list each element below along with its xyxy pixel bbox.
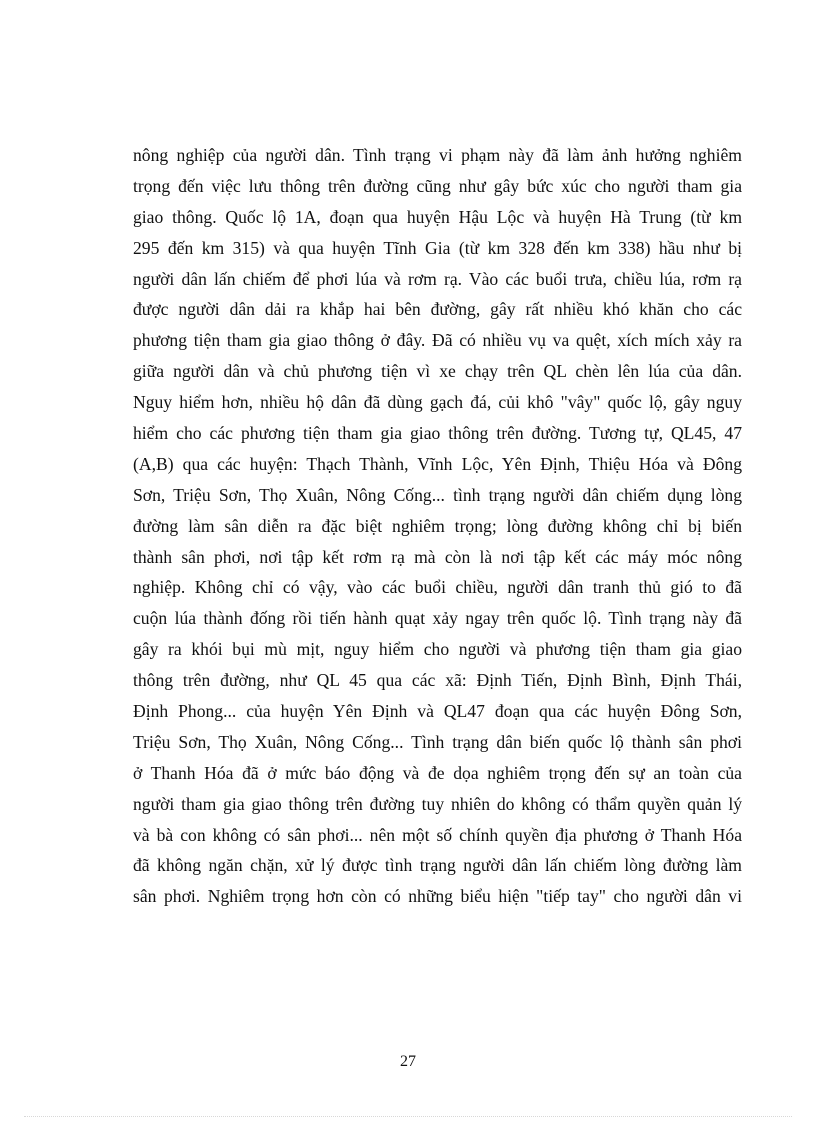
- text-line: phương tiện tham gia giao thông ở đây. Đã có nhiều vụ va quệt, xích mích xảy ra: [133, 330, 742, 351]
- text-line: thành sân phơi, nơi tập kết rơm rạ mà còn là nơi tập kết các máy móc nông: [133, 546, 742, 567]
- text-line: đường làm sân diễn ra đặc biệt nghiêm trọng; lòng đường không chỉ bị biến: [133, 515, 742, 536]
- text-line: 295 đến km 315) và qua huyện Tĩnh Gia (từ km 328 đến km 338) hầu như bị: [133, 237, 742, 258]
- text-line: và bà con không có sân phơi... nên một số chính quyền địa phương ở Thanh Hóa: [133, 824, 742, 845]
- page-bottom-rule: [24, 1116, 792, 1117]
- text-line: (A,B) qua các huyện: Thạch Thành, Vĩnh Lộc, Yên Định, Thiệu Hóa và Đông: [133, 453, 742, 474]
- page-number: 27: [400, 1053, 416, 1070]
- text-line: gây ra khói bụi mù mịt, nguy hiểm cho người và phương tiện tham gia giao: [133, 639, 742, 660]
- text-line: Sơn, Triệu Sơn, Thọ Xuân, Nông Cống... tình trạng người dân chiếm dụng lòng: [133, 484, 742, 505]
- text-line: sân phơi. Nghiêm trọng hơn còn có những biểu hiện "tiếp tay" cho người dân vi: [133, 886, 742, 907]
- text-line: nghiệp. Không chỉ có vậy, vào các buổi chiều, người dân tranh thủ gió to đã: [133, 577, 742, 598]
- text-line: hiểm cho các phương tiện tham gia giao thông trên đường. Tương tự, QL45, 47: [133, 423, 742, 444]
- body-paragraph: [133, 140, 742, 912]
- text-line: người tham gia giao thông trên đường tuy nhiên do không có thẩm quyền quản lý: [133, 793, 742, 814]
- text-line: người dân lấn chiếm để phơi lúa và rơm rạ. Vào các buổi trưa, chiều lúa, rơm rạ: [133, 268, 742, 289]
- text-line: Định Phong... của huyện Yên Định và QL47 đoạn qua các huyện Đông Sơn,: [133, 701, 742, 722]
- text-line: cuộn lúa thành đống rồi tiến hành quạt xảy ngay trên quốc lộ. Tình trạng này đã: [133, 608, 742, 629]
- text-line: giao thông. Quốc lộ 1A, đoạn qua huyện Hậu Lộc và huyện Hà Trung (từ km: [133, 206, 742, 227]
- text-line: được người dân dải ra khắp hai bên đường, gây rất nhiều khó khăn cho các: [133, 299, 742, 320]
- text-line: trọng đến việc lưu thông trên đường cũng như gây bức xúc cho người tham gia: [133, 175, 742, 196]
- text-line: thông trên đường, như QL 45 qua các xã: Định Tiến, Định Bình, Định Thái,: [133, 670, 742, 691]
- text-line: đã không ngăn chặn, xử lý được tình trạng người dân lấn chiếm lòng đường làm: [133, 855, 742, 876]
- text-line: nông nghiệp của người dân. Tình trạng vi phạm này đã làm ảnh hưởng nghiêm: [133, 145, 742, 165]
- text-line: Triệu Sơn, Thọ Xuân, Nông Cống... Tình trạng dân biến quốc lộ thành sân phơi: [133, 731, 742, 752]
- text-line: Nguy hiểm hơn, nhiều hộ dân đã dùng gạch đá, củi khô "vây" quốc lộ, gây nguy: [133, 392, 742, 413]
- text-line: ở Thanh Hóa đã ở mức báo động và đe dọa nghiêm trọng đến sự an toàn của: [133, 762, 742, 783]
- text-line: giữa người dân và chủ phương tiện vì xe chạy trên QL chèn lên lúa của dân.: [133, 361, 742, 382]
